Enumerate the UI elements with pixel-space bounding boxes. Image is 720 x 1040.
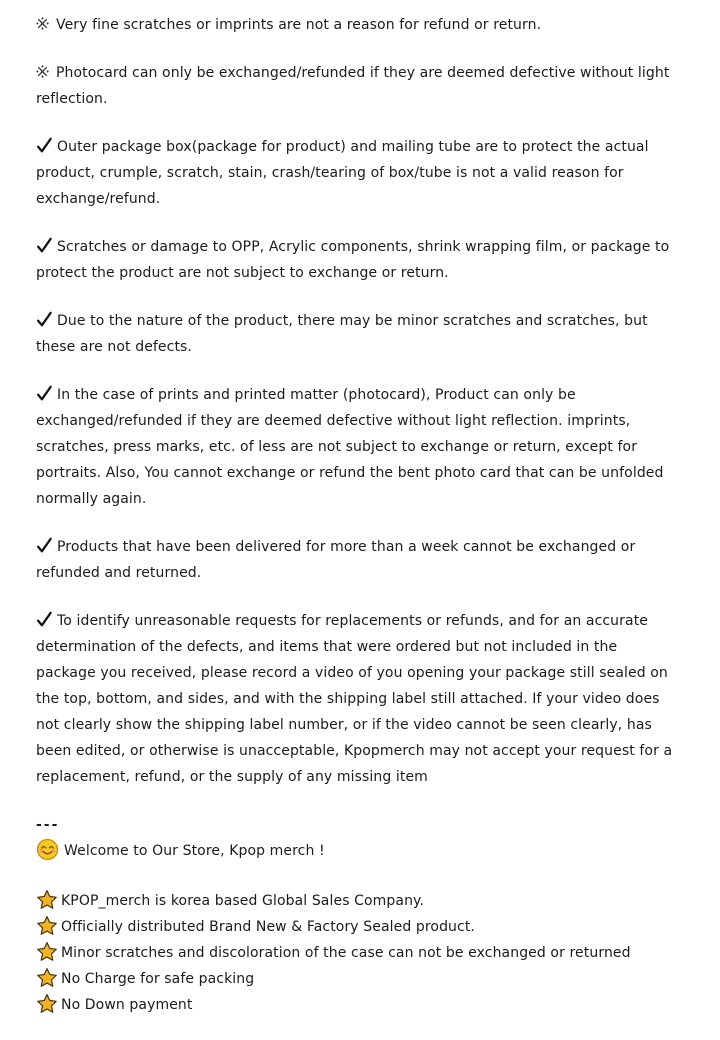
checkmark-icon bbox=[36, 137, 53, 154]
policy-text: In the case of prints and printed matter (photocard), Product can only be exchanged/refunded if they are deemed defective without light reflection. imprints, scratches, press marks, etc. of less are not subject to exchange or return, except for portraits. Also, You cannot exchange or refund the bent photo card that can be unfolded normally again. bbox=[36, 387, 664, 507]
highlight-text: Minor scratches and discoloration of the case can not be exchanged or returned bbox=[61, 945, 631, 961]
highlight-text: KPOP_merch is korea based Global Sales Company. bbox=[61, 893, 424, 909]
policy-item bbox=[36, 608, 674, 790]
policy-text: To identify unreasonable requests for replacements or refunds, and for an accurate determination of the defects, and items that were ordered but not included in the package you received, please record a video of you opening your package still sealed on the top, bottom, and sides, and with the shipping label still attached. If your video does not clearly show the shipping label number, or if the video cannot be seen clearly, has been edited, or otherwise is unacceptable, Kpopmerch may not accept your request for a replacement, refund, or the supply of any missing item bbox=[36, 613, 673, 785]
policy-text: Outer package box(package for product) and mailing tube are to protect the actual product, crumple, scratch, stain, crash/tearing of box/tube is not a valid reason for exchange/refund. bbox=[36, 139, 649, 207]
highlight-text: Officially distributed Brand New & Factory Sealed product. bbox=[61, 919, 475, 935]
policy-item bbox=[36, 234, 674, 286]
star-icon bbox=[36, 915, 58, 937]
reference-mark-icon bbox=[36, 17, 49, 30]
checkmark-icon bbox=[36, 611, 53, 628]
highlight-text: No Down payment bbox=[61, 997, 193, 1013]
policy-item bbox=[36, 134, 674, 212]
reference-mark-icon bbox=[36, 65, 49, 78]
welcome-line bbox=[36, 838, 674, 864]
note-text: Very fine scratches or imprints are not a reason for refund or return. bbox=[56, 17, 542, 33]
highlight-line bbox=[36, 914, 674, 940]
divider-dashes: --- bbox=[36, 817, 60, 833]
highlight-line bbox=[36, 940, 674, 966]
star-icon bbox=[36, 967, 58, 989]
policy-item bbox=[36, 308, 674, 360]
highlight-line bbox=[36, 966, 674, 992]
highlight-text: No Charge for safe packing bbox=[61, 971, 255, 987]
policy-item bbox=[36, 534, 674, 586]
smiley-icon bbox=[36, 838, 59, 861]
note-line bbox=[36, 12, 674, 38]
checkmark-icon bbox=[36, 237, 53, 254]
note-text: Photocard can only be exchanged/refunded if they are deemed defective without light reflection. bbox=[36, 65, 670, 107]
star-icon bbox=[36, 889, 58, 911]
star-icon bbox=[36, 993, 58, 1015]
checkmark-icon bbox=[36, 311, 53, 328]
highlight-line bbox=[36, 888, 674, 914]
checkmark-icon bbox=[36, 385, 53, 402]
note-line bbox=[36, 60, 674, 112]
policy-text: Products that have been delivered for more than a week cannot be exchanged or refunded and returned. bbox=[36, 539, 636, 581]
policy-item bbox=[36, 382, 674, 512]
checkmark-icon bbox=[36, 537, 53, 554]
welcome-text: Welcome to Our Store, Kpop merch ! bbox=[64, 843, 325, 859]
policy-text: Due to the nature of the product, there may be minor scratches and scratches, but these are not defects. bbox=[36, 313, 648, 355]
star-icon bbox=[36, 941, 58, 963]
highlight-line bbox=[36, 992, 674, 1018]
policy-text: Scratches or damage to OPP, Acrylic components, shrink wrapping film, or package to protect the product are not subject to exchange or return. bbox=[36, 239, 670, 281]
